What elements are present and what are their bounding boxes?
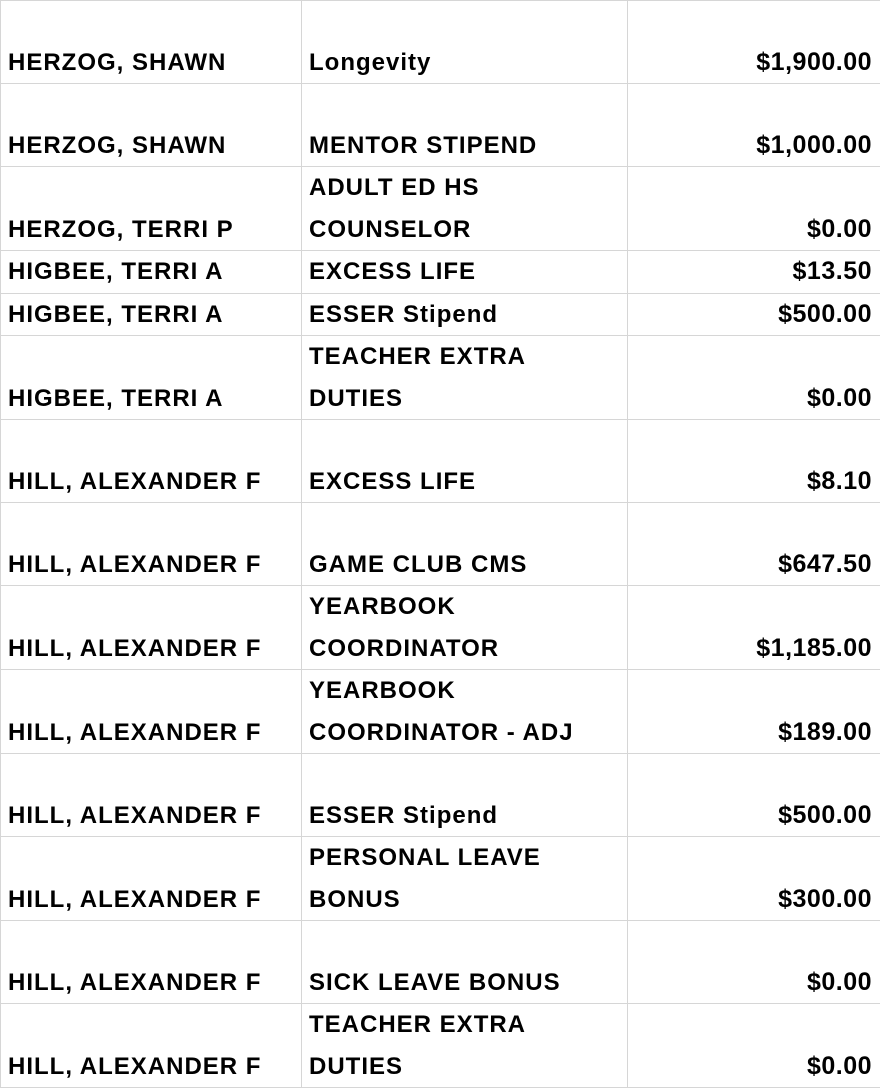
table-row — [1, 336, 880, 420]
pay-description-cell: YEARBOOK COORDINATOR - ADJ — [302, 670, 628, 754]
pay-description-cell: YEARBOOK COORDINATOR — [302, 586, 628, 670]
amount-cell: $13.50 — [628, 251, 880, 294]
amount-cell: $0.00 — [628, 921, 880, 1004]
amount-cell: $1,185.00 — [628, 586, 880, 670]
pay-description-cell: GAME CLUB CMS — [302, 503, 628, 586]
pay-description-cell: EXCESS LIFE — [302, 251, 628, 294]
amount-cell: $1,900.00 — [628, 1, 880, 84]
pay-description-cell: SICK LEAVE BONUS — [302, 921, 628, 1004]
table-row — [1, 84, 880, 167]
amount-cell: $0.00 — [628, 336, 880, 420]
employee-name-cell: HIGBEE, TERRI A — [1, 293, 302, 336]
employee-name-cell: HERZOG, SHAWN — [1, 1, 302, 84]
pay-description-cell: ADULT ED HS COUNSELOR — [302, 167, 628, 251]
employee-name-cell: HILL, ALEXANDER F — [1, 837, 302, 921]
employee-name-cell: HILL, ALEXANDER F — [1, 1004, 302, 1088]
employee-name-cell: HILL, ALEXANDER F — [1, 921, 302, 1004]
employee-name-cell: HERZOG, SHAWN — [1, 84, 302, 167]
pay-description-cell: TEACHER EXTRA DUTIES — [302, 336, 628, 420]
employee-name-cell: HILL, ALEXANDER F — [1, 754, 302, 837]
amount-cell: $0.00 — [628, 1004, 880, 1088]
table-row — [1, 754, 880, 837]
pay-description-cell: Longevity — [302, 1, 628, 84]
employee-name-cell: HILL, ALEXANDER F — [1, 420, 302, 503]
employee-name-cell: HILL, ALEXANDER F — [1, 670, 302, 754]
amount-cell: $500.00 — [628, 754, 880, 837]
table-row — [1, 921, 880, 1004]
table-row — [1, 293, 880, 336]
employee-name-cell: HIGBEE, TERRI A — [1, 251, 302, 294]
employee-name-cell: HILL, ALEXANDER F — [1, 503, 302, 586]
table-row — [1, 251, 880, 294]
table-row — [1, 420, 880, 503]
employee-name-cell: HILL, ALEXANDER F — [1, 586, 302, 670]
table-row — [1, 837, 880, 921]
employee-name-cell: HIGBEE, TERRI A — [1, 336, 302, 420]
pay-description-cell: ESSER Stipend — [302, 754, 628, 837]
amount-cell: $1,000.00 — [628, 84, 880, 167]
pay-description-cell: EXCESS LIFE — [302, 420, 628, 503]
amount-cell: $500.00 — [628, 293, 880, 336]
amount-cell: $189.00 — [628, 670, 880, 754]
amount-cell: $0.00 — [628, 167, 880, 251]
table-row — [1, 1004, 880, 1088]
employee-name-cell: HERZOG, TERRI P — [1, 167, 302, 251]
pay-description-cell: TEACHER EXTRA DUTIES — [302, 1004, 628, 1088]
amount-cell: $300.00 — [628, 837, 880, 921]
table-row — [1, 586, 880, 670]
amount-cell: $647.50 — [628, 503, 880, 586]
amount-cell: $8.10 — [628, 420, 880, 503]
pay-description-cell: PERSONAL LEAVE BONUS — [302, 837, 628, 921]
table-row — [1, 503, 880, 586]
pay-description-cell: MENTOR STIPEND — [302, 84, 628, 167]
table-row — [1, 670, 880, 754]
pay-description-cell: ESSER Stipend — [302, 293, 628, 336]
table-row — [1, 1, 880, 84]
table-row — [1, 167, 880, 251]
